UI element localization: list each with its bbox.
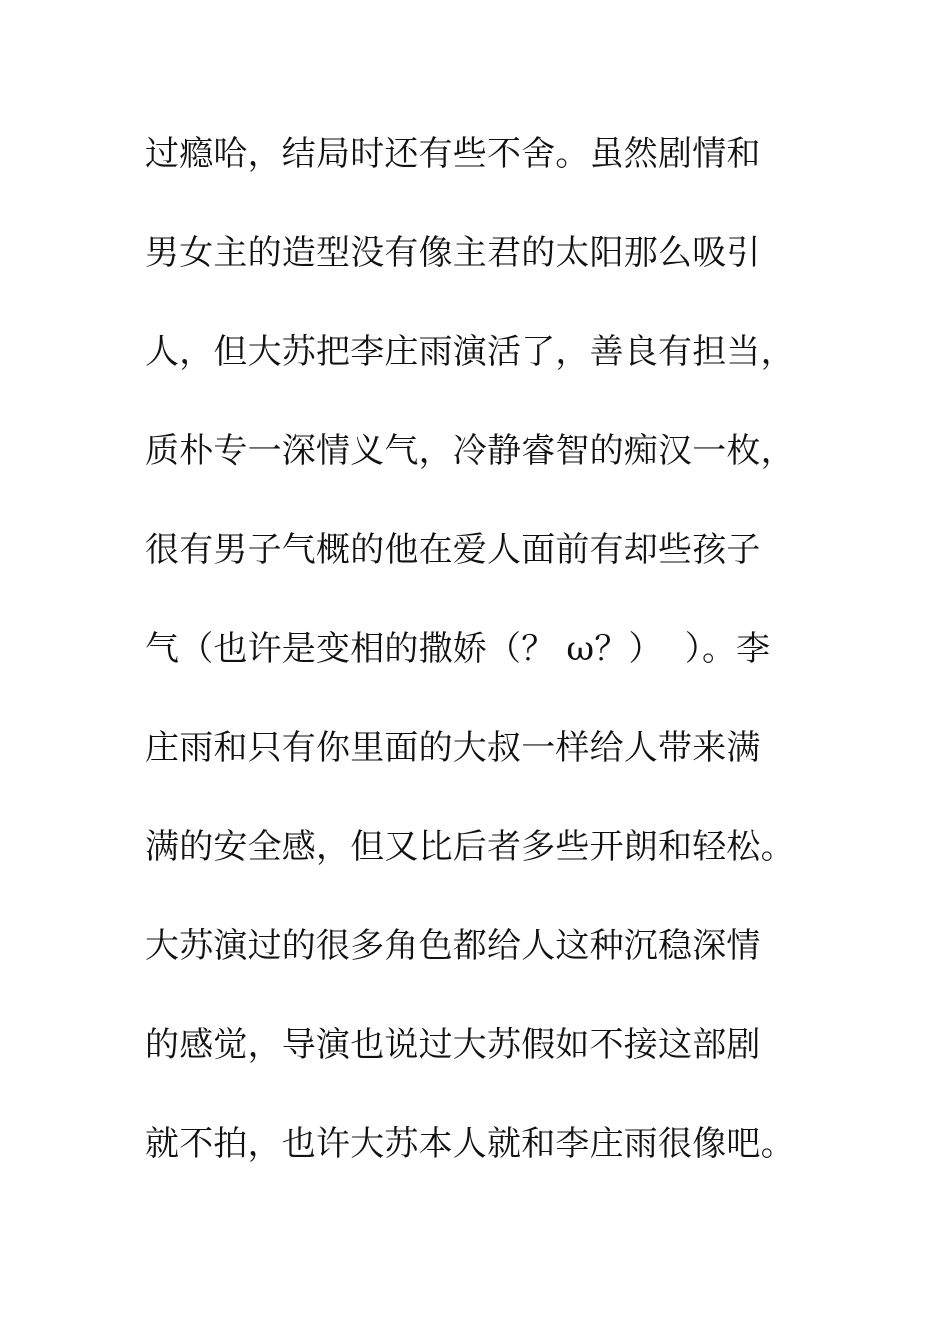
text-line-9: 大苏演过的很多角色都给人这种沉稳深情	[145, 926, 761, 966]
text-line-3: 人，但大苏把李庄雨演活了，善良有担当，	[145, 332, 795, 372]
text-line-11: 就不拍，也许大苏本人就和李庄雨很像吧。	[145, 1124, 795, 1164]
text-line-2: 男女主的造型没有像主君的太阳那么吸引	[145, 233, 761, 273]
text-line-7: 庄雨和只有你里面的大叔一样给人带来满	[145, 728, 761, 768]
text-line-5: 很有男子气概的他在爱人面前有却些孩子	[145, 530, 761, 570]
text-line-4: 质朴专一深情义气，冷静睿智的痴汉一枚，	[145, 431, 795, 471]
body-text	[145, 128, 825, 1217]
text-line-8: 满的安全感，但又比后者多些开朗和轻松。	[145, 827, 795, 867]
text-line-6: 气（也许是变相的撒娇（？ ω？） ）。李	[145, 629, 771, 669]
text-line-10: 的感觉，导演也说过大苏假如不接这部剧	[145, 1025, 761, 1065]
text-line-1: 过瘾哈，结局时还有些不舍。虽然剧情和	[145, 134, 761, 174]
